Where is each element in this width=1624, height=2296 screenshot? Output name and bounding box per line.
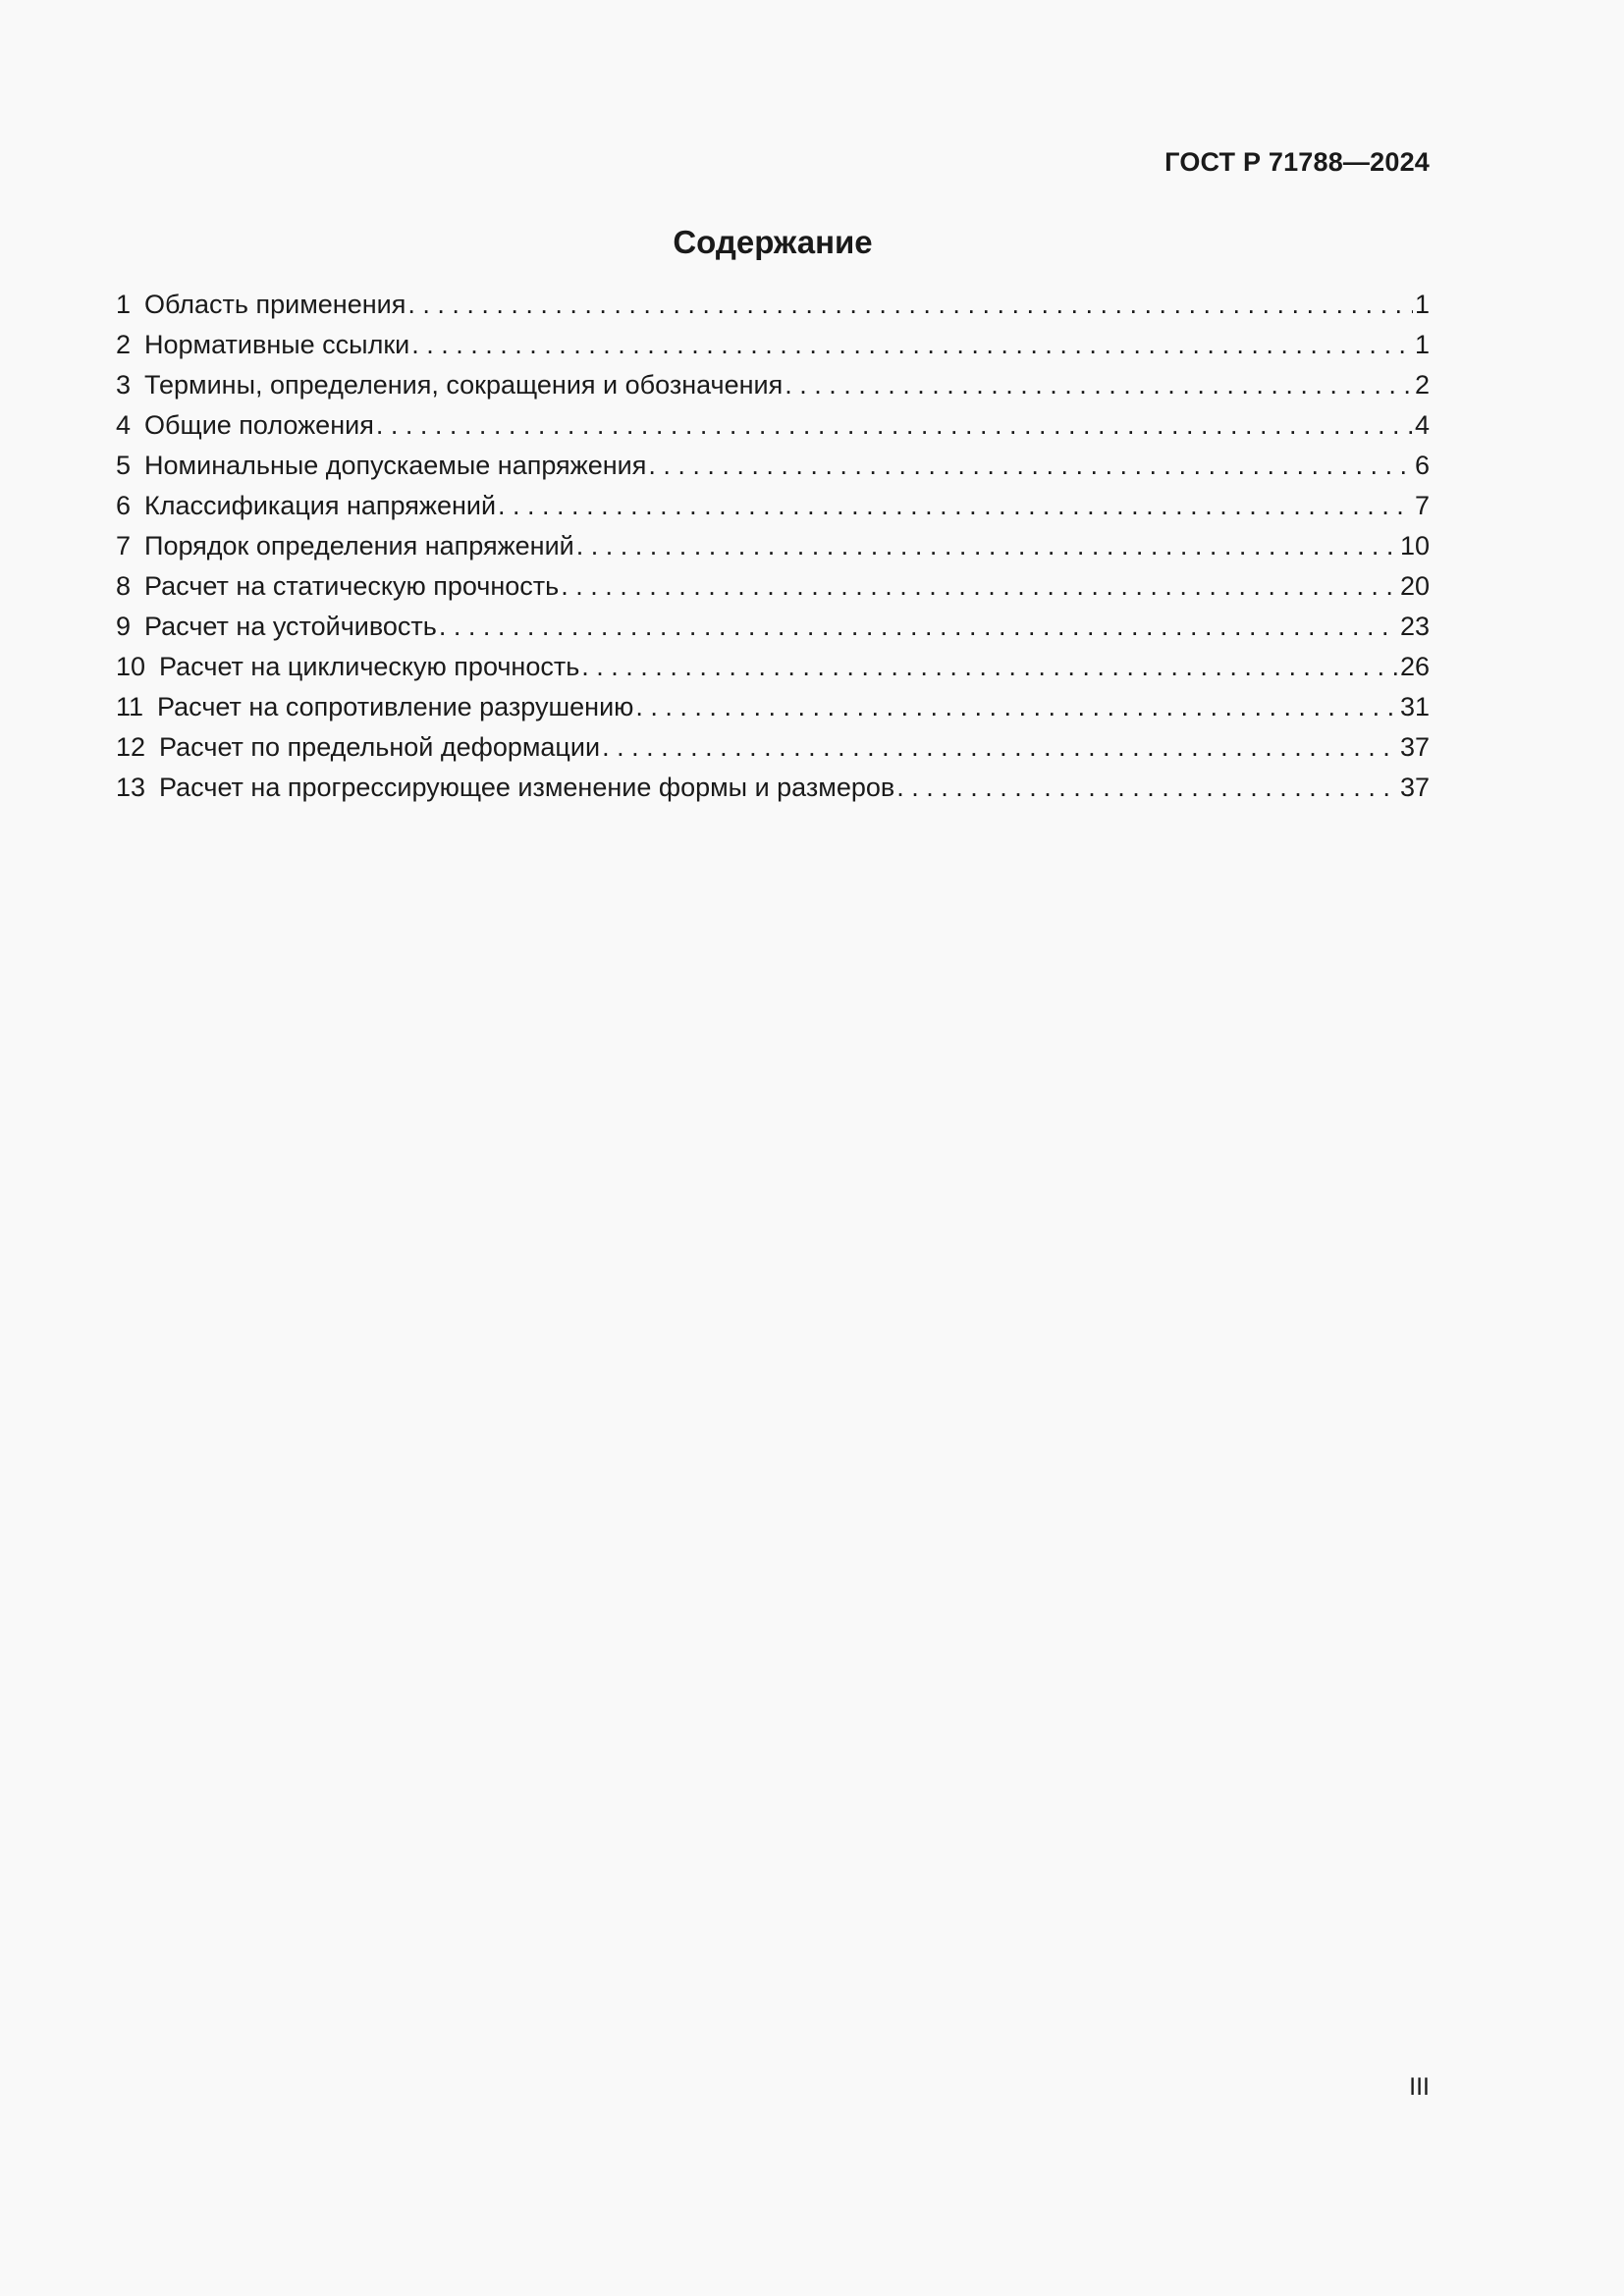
toc-entry-title: Расчет на циклическую прочность bbox=[159, 652, 580, 681]
toc-entry-number: 5 bbox=[116, 451, 132, 480]
toc-dot-leader bbox=[498, 486, 1413, 526]
toc-entry-title: Расчет на прогрессирующее изменение формы и размеров bbox=[159, 773, 895, 802]
toc-entry-page: 7 bbox=[1414, 491, 1430, 520]
toc-entry-title: Термины, определения, сокращения и обозначения bbox=[144, 370, 784, 400]
toc-entry-title: Расчет на сопротивление разрушению bbox=[157, 692, 634, 721]
toc-entry-page: 20 bbox=[1399, 571, 1430, 601]
toc-entry-number: 1 bbox=[116, 290, 132, 319]
toc-title: Содержание bbox=[673, 224, 873, 260]
toc-entry-number: 9 bbox=[116, 612, 132, 641]
toc-entry-page: 1 bbox=[1414, 290, 1430, 319]
toc-entry[interactable] bbox=[116, 768, 1430, 808]
toc-entry[interactable] bbox=[116, 647, 1430, 687]
toc-entry-number: 12 bbox=[116, 732, 146, 762]
toc-dot-leader bbox=[376, 405, 1413, 446]
toc-dot-leader bbox=[561, 566, 1398, 607]
toc-entry[interactable] bbox=[116, 607, 1430, 647]
toc-entry-title: Номинальные допускаемые напряжения bbox=[144, 451, 647, 480]
toc-entry[interactable] bbox=[116, 727, 1430, 768]
toc-entry-page: 37 bbox=[1399, 773, 1430, 802]
toc-entry-page: 10 bbox=[1399, 531, 1430, 561]
toc-dot-leader bbox=[581, 647, 1398, 687]
toc-entry-number: 13 bbox=[116, 773, 146, 802]
toc-entry-number: 8 bbox=[116, 571, 132, 601]
toc-dot-leader bbox=[785, 365, 1413, 405]
toc-entry[interactable] bbox=[116, 285, 1430, 325]
toc-entry-page: 1 bbox=[1414, 330, 1430, 359]
toc-entry-title: Классификация напряжений bbox=[144, 491, 497, 520]
toc-dot-leader bbox=[896, 768, 1398, 808]
toc-entry-number: 4 bbox=[116, 410, 132, 440]
toc-entry-title: Порядок определения напряжений bbox=[144, 531, 574, 561]
toc-entry-number: 6 bbox=[116, 491, 132, 520]
toc-dot-leader bbox=[602, 727, 1398, 768]
toc-dot-leader bbox=[635, 687, 1398, 727]
toc-entry[interactable] bbox=[116, 687, 1430, 727]
toc-entry[interactable] bbox=[116, 526, 1430, 566]
toc-entry-title: Расчет на устойчивость bbox=[144, 612, 437, 641]
toc-entry-title: Расчет на статическую прочность bbox=[144, 571, 560, 601]
toc-entry-page: 23 bbox=[1399, 612, 1430, 641]
toc-entry-page: 4 bbox=[1414, 410, 1430, 440]
toc-entry-page: 6 bbox=[1414, 451, 1430, 480]
toc-entry[interactable] bbox=[116, 446, 1430, 486]
toc-entry-number: 2 bbox=[116, 330, 132, 359]
toc-dot-leader bbox=[439, 607, 1398, 647]
toc-entry-title: Общие положения bbox=[144, 410, 374, 440]
toc-entry-number: 7 bbox=[116, 531, 132, 561]
toc-dot-leader bbox=[648, 446, 1413, 486]
toc-entry[interactable] bbox=[116, 405, 1430, 446]
toc-entry-page: 26 bbox=[1399, 652, 1430, 681]
toc-dot-leader bbox=[411, 325, 1413, 365]
toc-entry-title: Расчет по предельной деформации bbox=[159, 732, 601, 762]
toc-entry-number: 10 bbox=[116, 652, 146, 681]
document-standard-code: ГОСТ Р 71788—2024 bbox=[1164, 147, 1430, 177]
toc-entry-page: 37 bbox=[1399, 732, 1430, 762]
toc-dot-leader bbox=[407, 285, 1413, 325]
toc-entry-number: 3 bbox=[116, 370, 132, 400]
toc-entry[interactable] bbox=[116, 566, 1430, 607]
toc-entry[interactable] bbox=[116, 365, 1430, 405]
toc-entry[interactable] bbox=[116, 486, 1430, 526]
toc-entry-page: 31 bbox=[1399, 692, 1430, 721]
toc-entry[interactable] bbox=[116, 325, 1430, 365]
toc-dot-leader bbox=[576, 526, 1398, 566]
toc-entry-page: 2 bbox=[1414, 370, 1430, 400]
toc-entry-title: Область применения bbox=[144, 290, 406, 319]
toc-entry-number: 11 bbox=[116, 692, 144, 721]
toc-entry-title: Нормативные ссылки bbox=[144, 330, 410, 359]
table-of-contents bbox=[116, 285, 1430, 808]
page-number: III bbox=[1409, 2073, 1430, 2101]
